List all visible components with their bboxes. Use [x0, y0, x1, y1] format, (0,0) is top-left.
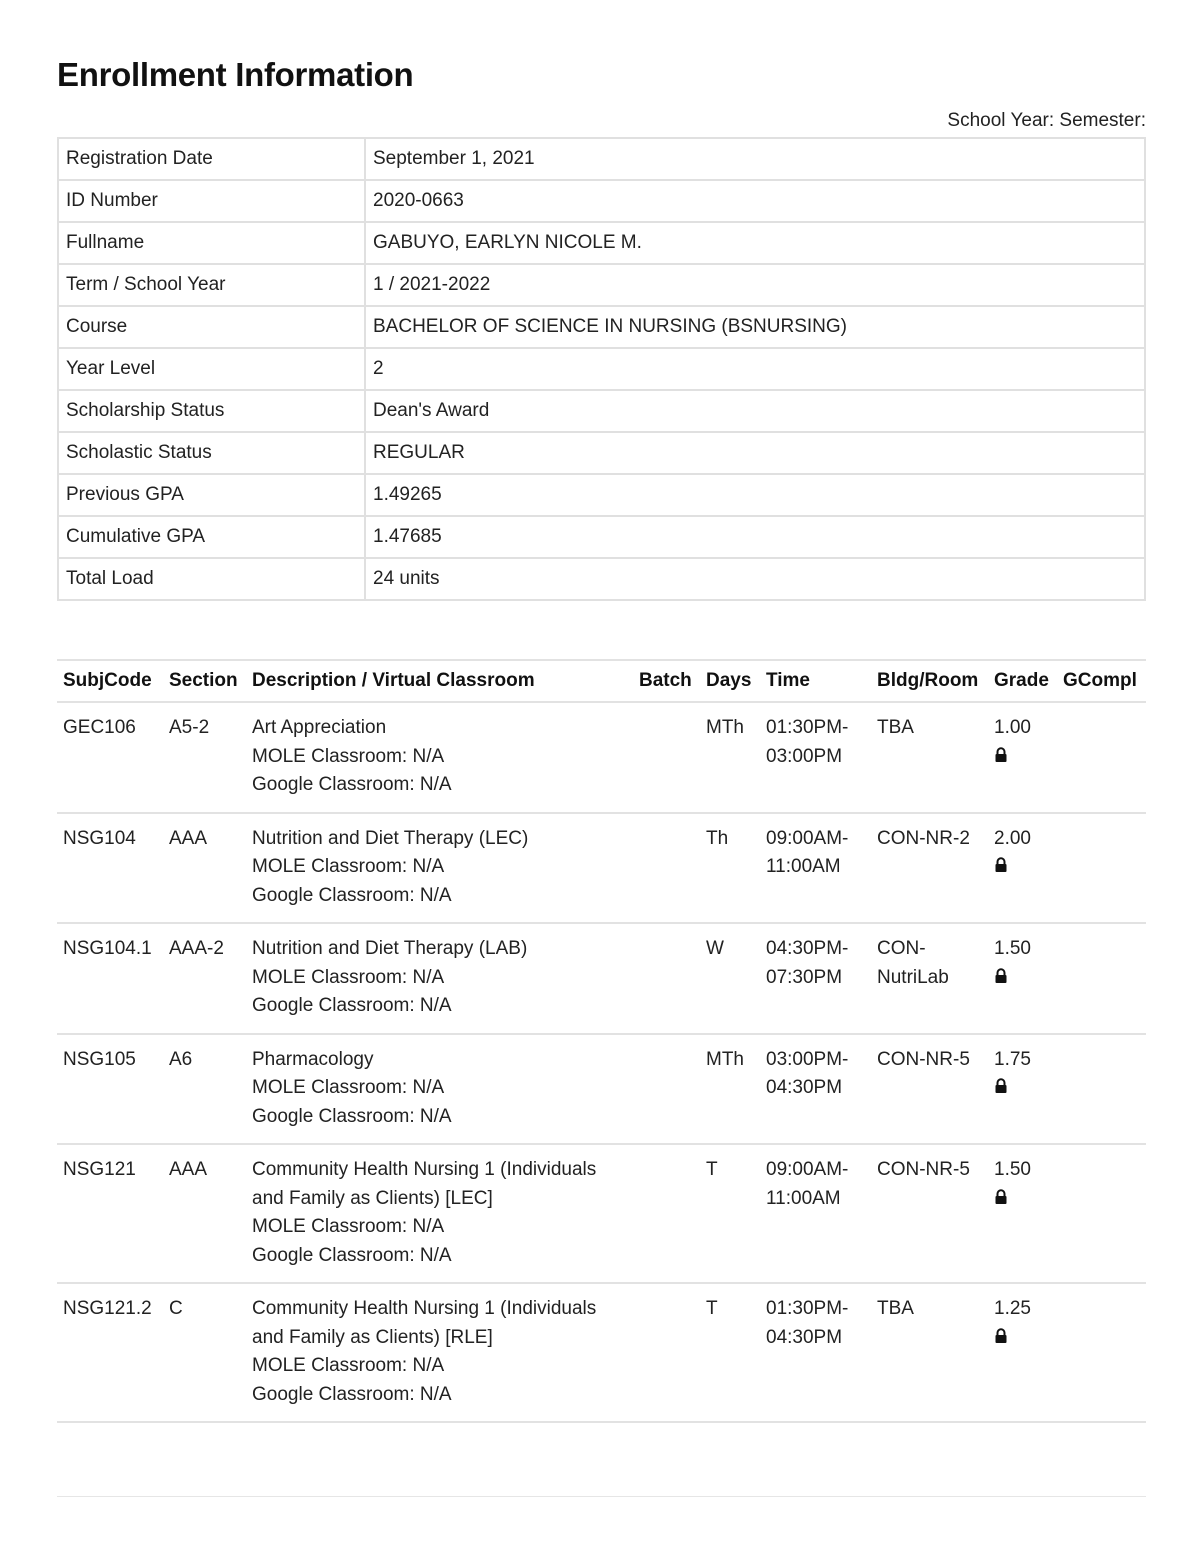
info-row — [58, 180, 1145, 222]
subject-days: Th — [700, 813, 760, 924]
mole-classroom: MOLE Classroom: N/A — [252, 1077, 445, 1098]
col-batch: Batch — [633, 660, 700, 702]
info-row — [58, 558, 1145, 600]
subject-description — [246, 1144, 633, 1283]
subject-code: GEC106 — [57, 702, 163, 813]
subject-grade — [988, 1283, 1057, 1422]
subject-title: Pharmacology — [252, 1048, 374, 1070]
room-line: CON- — [877, 938, 926, 959]
subject-time — [760, 1034, 871, 1145]
time-start: 03:00PM- — [766, 1048, 849, 1070]
subject-room: CON-NR-5 — [871, 1144, 988, 1283]
col-section: Section — [163, 660, 246, 702]
col-time: Time — [760, 660, 871, 702]
lock-icon — [994, 1189, 1008, 1207]
subject-grade — [988, 702, 1057, 813]
grade-value: 1.50 — [994, 938, 1031, 959]
footer-divider — [57, 1496, 1146, 1497]
info-value: 2 — [365, 348, 1145, 390]
subjects-table — [57, 659, 1146, 1423]
subject-grade — [988, 1144, 1057, 1283]
info-label: Scholarship Status — [58, 390, 365, 432]
info-label: Fullname — [58, 222, 365, 264]
subject-description — [246, 813, 633, 924]
time-end: 07:30PM — [766, 966, 843, 988]
mole-classroom: MOLE Classroom: N/A — [252, 1216, 445, 1237]
subject-title: Art Appreciation — [252, 717, 387, 738]
info-row — [58, 138, 1145, 180]
subject-time — [760, 1144, 871, 1283]
subject-row — [57, 1283, 1146, 1422]
time-end: 03:00PM — [766, 745, 843, 767]
room-line: NutriLab — [877, 966, 949, 988]
info-row — [58, 306, 1145, 348]
grade-value: 1.75 — [994, 1048, 1031, 1070]
enrollment-info-table — [57, 137, 1146, 601]
mole-classroom: MOLE Classroom: N/A — [252, 966, 445, 988]
subject-row — [57, 813, 1146, 924]
info-label: Term / School Year — [58, 264, 365, 306]
subject-time — [760, 702, 871, 813]
info-row — [58, 516, 1145, 558]
subject-batch — [633, 923, 700, 1034]
subject-code: NSG104.1 — [57, 923, 163, 1034]
subject-grade — [988, 1034, 1057, 1145]
subject-code: NSG105 — [57, 1034, 163, 1145]
grade-value: 2.00 — [994, 827, 1031, 849]
subject-grade — [988, 813, 1057, 924]
col-subjcode: SubjCode — [57, 660, 163, 702]
google-classroom: Google Classroom: N/A — [252, 1105, 452, 1127]
subject-code: NSG121.2 — [57, 1283, 163, 1422]
subject-time — [760, 923, 871, 1034]
lock-icon — [994, 857, 1008, 875]
mole-classroom: MOLE Classroom: N/A — [252, 856, 445, 877]
col-description: Description / Virtual Classroom — [246, 660, 633, 702]
subject-batch — [633, 813, 700, 924]
time-end: 11:00AM — [766, 1187, 841, 1209]
col-gcompl: GCompl — [1057, 660, 1146, 702]
subject-section: AAA — [163, 813, 246, 924]
subject-time — [760, 1283, 871, 1422]
info-value: 1.47685 — [365, 516, 1145, 558]
subject-gcompl — [1057, 1283, 1146, 1422]
google-classroom: Google Classroom: N/A — [252, 1244, 452, 1266]
info-value: 1 / 2021-2022 — [365, 264, 1145, 306]
subject-section: AAA-2 — [163, 923, 246, 1034]
subject-description — [246, 923, 633, 1034]
page-title: Enrollment Information — [57, 56, 414, 93]
info-row — [58, 222, 1145, 264]
subject-title: Nutrition and Diet Therapy (LAB) — [252, 938, 528, 959]
subject-code: NSG104 — [57, 813, 163, 924]
subject-row — [57, 1144, 1146, 1283]
info-value: BACHELOR OF SCIENCE IN NURSING (BSNURSING) — [365, 306, 1145, 348]
subject-title: Nutrition and Diet Therapy (LEC) — [252, 827, 529, 849]
time-start: 04:30PM- — [766, 938, 849, 959]
subject-section: A5-2 — [163, 702, 246, 813]
subject-room: TBA — [871, 702, 988, 813]
mole-classroom: MOLE Classroom: N/A — [252, 745, 445, 767]
info-label: Registration Date — [58, 138, 365, 180]
grade-value: 1.00 — [994, 717, 1031, 738]
grade-value: 1.25 — [994, 1298, 1031, 1319]
google-classroom: Google Classroom: N/A — [252, 774, 452, 795]
subject-gcompl — [1057, 1144, 1146, 1283]
time-end: 11:00AM — [766, 856, 841, 877]
lock-icon — [994, 1328, 1008, 1346]
subject-grade — [988, 923, 1057, 1034]
info-label: Cumulative GPA — [58, 516, 365, 558]
mole-classroom: MOLE Classroom: N/A — [252, 1355, 445, 1376]
subject-section: A6 — [163, 1034, 246, 1145]
grade-value: 1.50 — [994, 1159, 1031, 1180]
info-value: September 1, 2021 — [365, 138, 1145, 180]
subject-room — [871, 923, 988, 1034]
subject-gcompl — [1057, 923, 1146, 1034]
info-value: 2020-0663 — [365, 180, 1145, 222]
subject-description — [246, 1034, 633, 1145]
subject-row — [57, 923, 1146, 1034]
subject-code: NSG121 — [57, 1144, 163, 1283]
subject-gcompl — [1057, 1034, 1146, 1145]
info-row — [58, 432, 1145, 474]
subject-room: CON-NR-5 — [871, 1034, 988, 1145]
info-row — [58, 348, 1145, 390]
time-start: 01:30PM- — [766, 717, 849, 738]
subject-gcompl — [1057, 813, 1146, 924]
subject-time — [760, 813, 871, 924]
info-label: Total Load — [58, 558, 365, 600]
info-row — [58, 474, 1145, 516]
subject-row — [57, 702, 1146, 813]
info-row — [58, 390, 1145, 432]
subject-gcompl — [1057, 702, 1146, 813]
subject-row — [57, 1034, 1146, 1145]
info-label: Year Level — [58, 348, 365, 390]
school-year-semester: School Year: Semester: — [947, 110, 1146, 131]
subject-section: AAA — [163, 1144, 246, 1283]
google-classroom: Google Classroom: N/A — [252, 995, 452, 1016]
subject-section: C — [163, 1283, 246, 1422]
info-value: 1.49265 — [365, 474, 1145, 516]
subject-description — [246, 702, 633, 813]
subject-title: Community Health Nursing 1 (Individuals and Family as Clients) [RLE] — [252, 1298, 597, 1348]
time-start: 09:00AM- — [766, 827, 849, 849]
info-value: Dean's Award — [365, 390, 1145, 432]
info-row — [58, 264, 1145, 306]
subject-room: CON-NR-2 — [871, 813, 988, 924]
subject-room: TBA — [871, 1283, 988, 1422]
subject-days: W — [700, 923, 760, 1034]
info-value: 24 units — [365, 558, 1145, 600]
info-value: GABUYO, EARLYN NICOLE M. — [365, 222, 1145, 264]
col-days: Days — [700, 660, 760, 702]
lock-icon — [994, 1078, 1008, 1096]
info-label: ID Number — [58, 180, 365, 222]
subject-days: MTh — [700, 702, 760, 813]
time-end: 04:30PM — [766, 1077, 843, 1098]
subject-days: MTh — [700, 1034, 760, 1145]
subject-days: T — [700, 1144, 760, 1283]
subject-batch — [633, 702, 700, 813]
info-label: Previous GPA — [58, 474, 365, 516]
google-classroom: Google Classroom: N/A — [252, 884, 452, 906]
time-start: 09:00AM- — [766, 1159, 849, 1180]
subject-batch — [633, 1144, 700, 1283]
col-grade: Grade — [988, 660, 1057, 702]
lock-icon — [994, 968, 1008, 986]
subjects-header-row — [57, 660, 1146, 702]
col-room: Bldg/Room — [871, 660, 988, 702]
subject-description — [246, 1283, 633, 1422]
info-label: Scholastic Status — [58, 432, 365, 474]
subject-batch — [633, 1034, 700, 1145]
google-classroom: Google Classroom: N/A — [252, 1383, 452, 1405]
time-start: 01:30PM- — [766, 1298, 849, 1319]
info-label: Course — [58, 306, 365, 348]
subject-batch — [633, 1283, 700, 1422]
subject-days: T — [700, 1283, 760, 1422]
lock-icon — [994, 747, 1008, 765]
info-value: REGULAR — [365, 432, 1145, 474]
subject-title: Community Health Nursing 1 (Individuals and Family as Clients) [LEC] — [252, 1159, 597, 1209]
time-end: 04:30PM — [766, 1326, 843, 1348]
